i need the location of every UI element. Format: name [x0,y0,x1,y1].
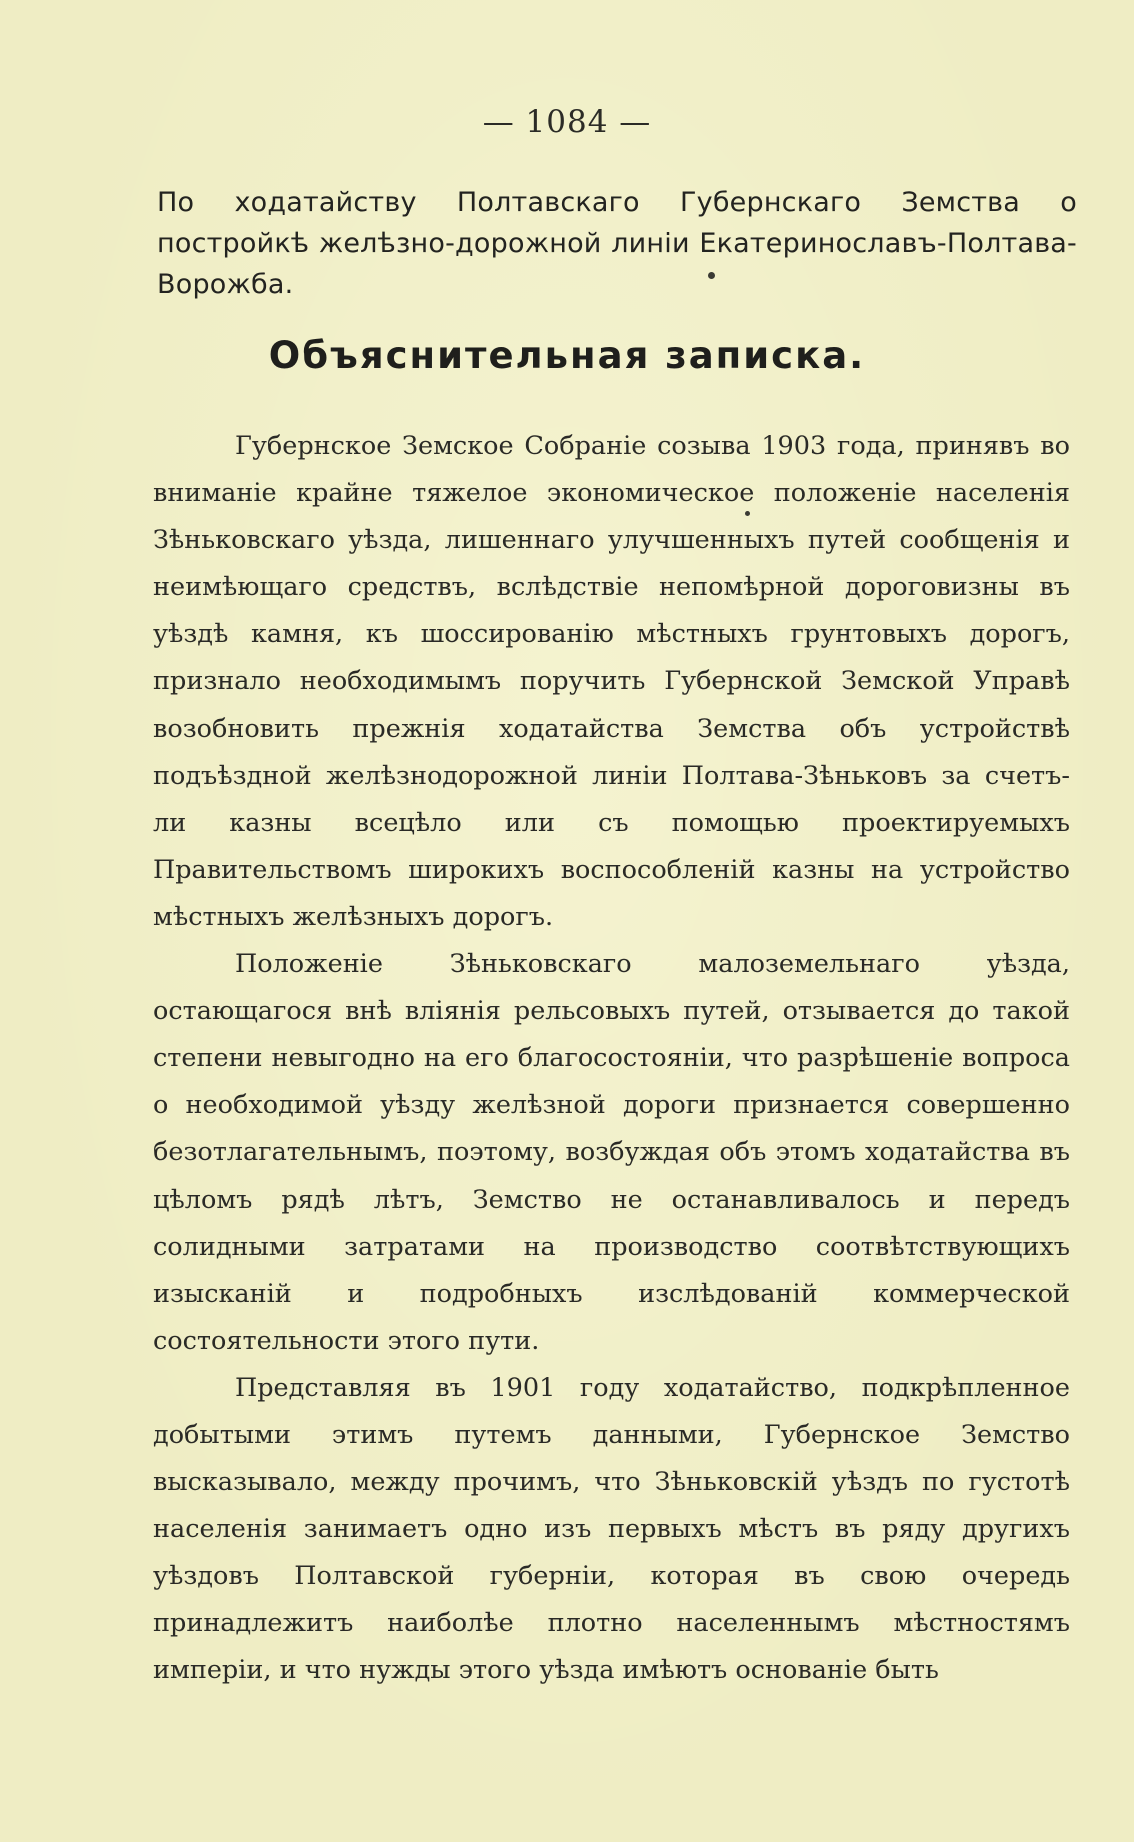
petition-heading: По ходатайству Полтавскаго Губернскаго Земства о постройкѣ желѣзно-дорожной линіи Екатеринославъ-Полтава-Ворожба. [157,187,1077,300]
document-title: Объяснительная записка. [268,334,866,377]
ink-speck [745,511,750,516]
ink-speck [708,272,715,279]
paragraph-1: Губернское Земское Собраніе созыва 1903 года, принявъ во вниманіе крайне тяжелое экономическое положеніе населенія Зѣньковскаго уѣзда, лишеннаго улучшенныхъ путей сообщенія и неимѣющаго средствъ, вслѣдствіе непомѣрной дороговизны въ уѣздѣ камня, къ шоссированію мѣстныхъ грунтовыхъ дорогъ, признало необходимымъ поручить Губернской Земской Управѣ возобновить прежнія ходатайства Земства объ устройствѣ подъѣздной желѣзнодорожной линіи Полтава-Зѣньковъ за счетъ-ли казны всецѣло или съ помощью проектируемыхъ Правительствомъ широкихъ воспособленій казны на устройство мѣстныхъ желѣзныхъ дорогъ. [153,431,1070,932]
document-body [153,423,1070,1695]
paragraph-2: Положеніе Зѣньковскаго малоземельнаго уѣзда, остающагося внѣ вліянія рельсовыхъ путей, отзывается до такой степени невыгодно на его благосостояніи, что разрѣшеніе вопроса о необходимой уѣзду желѣзной дороги признается совершенно безотлагательнымъ, поэтому, возбуждая объ этомъ ходатайства въ цѣломъ рядѣ лѣтъ, Земство не останавливалось и передъ солидными затратами на производство соотвѣтствующихъ изысканій и подробныхъ изслѣдованій коммерческой состоятельности этого пути. [153,949,1070,1356]
page-number: — 1084 — [482,104,652,140]
paragraph-3: Представляя въ 1901 году ходатайство, подкрѣпленное добытыми этимъ путемъ данными, Губернское Земство высказывало, между прочимъ, что Зѣньковскій уѣздъ по густотѣ населенія занимаетъ одно изъ первыхъ мѣстъ въ ряду другихъ уѣздовъ Полтавской губерніи, которая въ свою очередь принадлежитъ наиболѣе плотно населеннымъ мѣстностямъ имперіи, и что нужды этого уѣзда имѣютъ основаніе быть [153,1372,1070,1686]
